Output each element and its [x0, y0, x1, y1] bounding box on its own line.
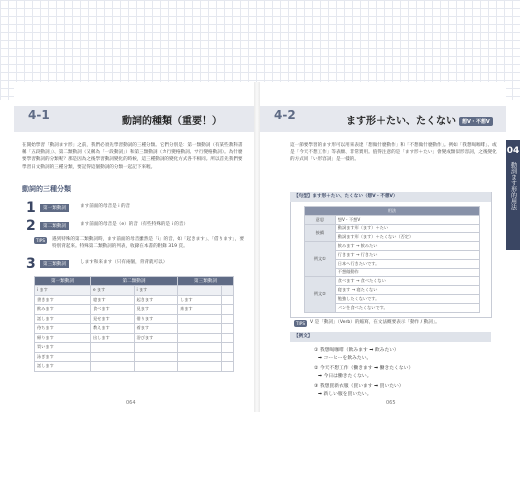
- table-cell: 話します: [35, 314, 91, 324]
- example-1-answer: ➡ コーヒーを飲みたい。: [318, 356, 372, 361]
- example-2-answer: ➡ 今日は働きたくない。: [318, 374, 372, 379]
- group2-number: 2: [26, 218, 36, 234]
- right-tips-badge: TIPS: [296, 321, 305, 326]
- chapter-tab: [506, 140, 520, 250]
- table-cell: [221, 343, 233, 353]
- table-cell: 飲みます → 飲みたい: [335, 242, 479, 251]
- table-cell: [134, 362, 178, 372]
- example-3-answer: ➡ 新しい服を買いたい。: [318, 392, 372, 397]
- table-cell: 想V・不想V: [335, 215, 479, 224]
- three-classes-heading: 動詞的三種分類: [22, 185, 71, 193]
- sub-header-5: [221, 286, 233, 296]
- group1-number: 1: [26, 200, 36, 216]
- example-header-bar: [290, 332, 491, 342]
- table-cell: [134, 343, 178, 353]
- table-cell: 出します: [90, 333, 134, 343]
- right-tips-text: V 是「動詞」（Verb）的縮寫，在文法概要表示「動作 / 動詞」。: [310, 320, 440, 325]
- chapter-tab-number: 04: [506, 146, 520, 156]
- form-heading: 【句型】ます形＋たい、たくない（想V・不想V）: [294, 194, 398, 199]
- table-cell: 泳ぎます: [35, 352, 91, 362]
- table-cell: 寝ます → 寝たくない: [335, 286, 479, 295]
- table-cell: 書きます: [35, 295, 91, 305]
- table-cell: 日本へ行きたいです。: [335, 259, 479, 268]
- usage-table: [304, 206, 480, 313]
- table-cell: します: [178, 295, 222, 305]
- right-page-number: 065: [386, 400, 396, 406]
- table-cell: 着ます: [134, 324, 178, 334]
- table-cell: 待ちます: [35, 324, 91, 334]
- table-cell: 勉強したくないです。: [335, 294, 479, 303]
- example-2-jp: ② 今天不想工作（働きます ➡ 働きたくない）: [314, 366, 414, 371]
- example-heading: 【例文】: [294, 334, 313, 339]
- table-cell: [90, 343, 134, 353]
- table-cell: 話します: [35, 362, 91, 372]
- table-cell: [178, 362, 222, 372]
- table-cell: [178, 314, 222, 324]
- table-cell: [178, 324, 222, 334]
- table-cell: [221, 362, 233, 372]
- table-cell: 浴びます: [134, 333, 178, 343]
- table-cell: [221, 305, 233, 315]
- right-intro-paragraph: 這一節要學習的ます形可以用來表達「想做什麼動作」和「不想做什麼動作」。例如「我想喝咖啡」、或是「今天不想工作」等表願、非常實用。值得注意的是「ます形＋たい」會變成類似形容詞，之後變化的方式同「い形容詞」是一樣的。: [290, 143, 497, 163]
- right-section-number: 4-2: [274, 108, 296, 122]
- table-cell: 食べます: [90, 305, 134, 315]
- left-section-title: 動詞的種類（重要！）: [122, 116, 222, 127]
- table-cell: 帰ります: [35, 333, 91, 343]
- table-cell: [178, 352, 222, 362]
- table-cell: [90, 352, 134, 362]
- group2-label: 第二類動詞: [40, 222, 69, 230]
- example-3-jp: ③ 我想買新衣服（買います ➡ 買いたい）: [314, 384, 404, 389]
- table-cell: 起きます: [134, 295, 178, 305]
- table-cell: 買います: [35, 343, 91, 353]
- table-cell: 飲みます: [35, 305, 91, 315]
- group1-desc: ます前面的母音是 i 的音: [80, 204, 131, 209]
- example-1-jp: ① 我想喝咖啡（飲みます ➡ 飲みたい）: [314, 348, 399, 353]
- table-cell: [178, 343, 222, 353]
- table-cell: パンを食べたくないです。: [335, 303, 479, 312]
- table-cell: [221, 314, 233, 324]
- sub-header-4: [178, 286, 222, 296]
- left-section-number: 4-1: [28, 108, 50, 122]
- table-cell: 動詞ます形（ます）＋たい: [335, 224, 479, 233]
- col-header-group3: 第三類動詞: [178, 277, 234, 286]
- group3-label: 第三類動詞: [40, 260, 69, 268]
- table-cell: [221, 324, 233, 334]
- left-page-number: 064: [126, 400, 136, 406]
- table-cell: 見せます: [90, 314, 134, 324]
- table-cell: 例文①: [305, 242, 336, 277]
- sub-header-1: i ます: [35, 286, 91, 296]
- left-intro-paragraph: 在開始學習「動詞ます形」之前，我們必須先學習動詞的三種分類。它們分別是：第一類動詞（有某些教科書稱「五段動詞」）、第二類動詞（又稱為「一段動詞」）和第三類動詞（カ行變格動詞、サ行變格動詞）。為什麼要學習動詞的分類呢？那是因為之後學習動詞變化的時候，這三種動詞的變化方式各不相同。所以首先我們要學習日文動詞的三種分類，要記得這個動詞的分類一起記下來喔。: [22, 143, 243, 170]
- left-page: [14, 82, 254, 412]
- table-cell: 行きます → 行きたい: [335, 250, 479, 259]
- right-title-tag: 想V・不想V: [459, 117, 493, 126]
- table-cell: 来ます: [178, 305, 222, 315]
- table-cell: 借ります: [134, 314, 178, 324]
- right-page: [260, 82, 506, 412]
- sub-header-3: i ます: [134, 286, 178, 296]
- table-cell: [221, 333, 233, 343]
- table-cell: 見ます: [134, 305, 178, 315]
- table-cell: 不想做動作: [335, 268, 479, 277]
- table-cell: 動詞ます形（ます）＋たくない（否定）: [335, 233, 479, 242]
- group3-desc: します和来ます（只有兩個，背背就可以）: [80, 260, 168, 265]
- conjugation-table: [34, 276, 234, 372]
- table-cell: [221, 295, 233, 305]
- table-cell: 接續: [305, 224, 336, 242]
- table-cell: 食べます → 食べたくない: [335, 277, 479, 286]
- usage-table-head: 用法: [305, 207, 480, 216]
- table-cell: 教えます: [90, 324, 134, 334]
- table-cell: 意思: [305, 215, 336, 224]
- table-cell: [134, 352, 178, 362]
- col-header-group2: 第二類動詞: [90, 277, 177, 286]
- group1-label: 第一類動詞: [40, 204, 69, 212]
- table-cell: 寝ます: [90, 295, 134, 305]
- tips-badge: TIPS: [36, 238, 45, 243]
- group3-number: 3: [26, 256, 36, 272]
- table-cell: [221, 352, 233, 362]
- table-cell: [90, 362, 134, 372]
- chapter-tab-title: 動詞ます形的用法: [509, 162, 517, 210]
- table-cell: 例文②: [305, 277, 336, 312]
- col-header-group1: 第一類動詞: [35, 277, 91, 286]
- tips-text: 遇到特殊的第二類動詞時，ます前面的母音雖然是「i」的音，如「起きます」、「借ります」，要特別背起來。特殊第二類動詞的列表，收錄在本書的附錄 319 頁。: [52, 237, 244, 250]
- group2-desc: ます前面的母音是（e）的音（有些特殊的是 i 的音）: [80, 222, 189, 227]
- table-cell: [178, 333, 222, 343]
- sub-header-2: e ます: [90, 286, 134, 296]
- right-title-text: ます形＋たい、たくない: [346, 116, 456, 127]
- right-section-title: [346, 112, 493, 127]
